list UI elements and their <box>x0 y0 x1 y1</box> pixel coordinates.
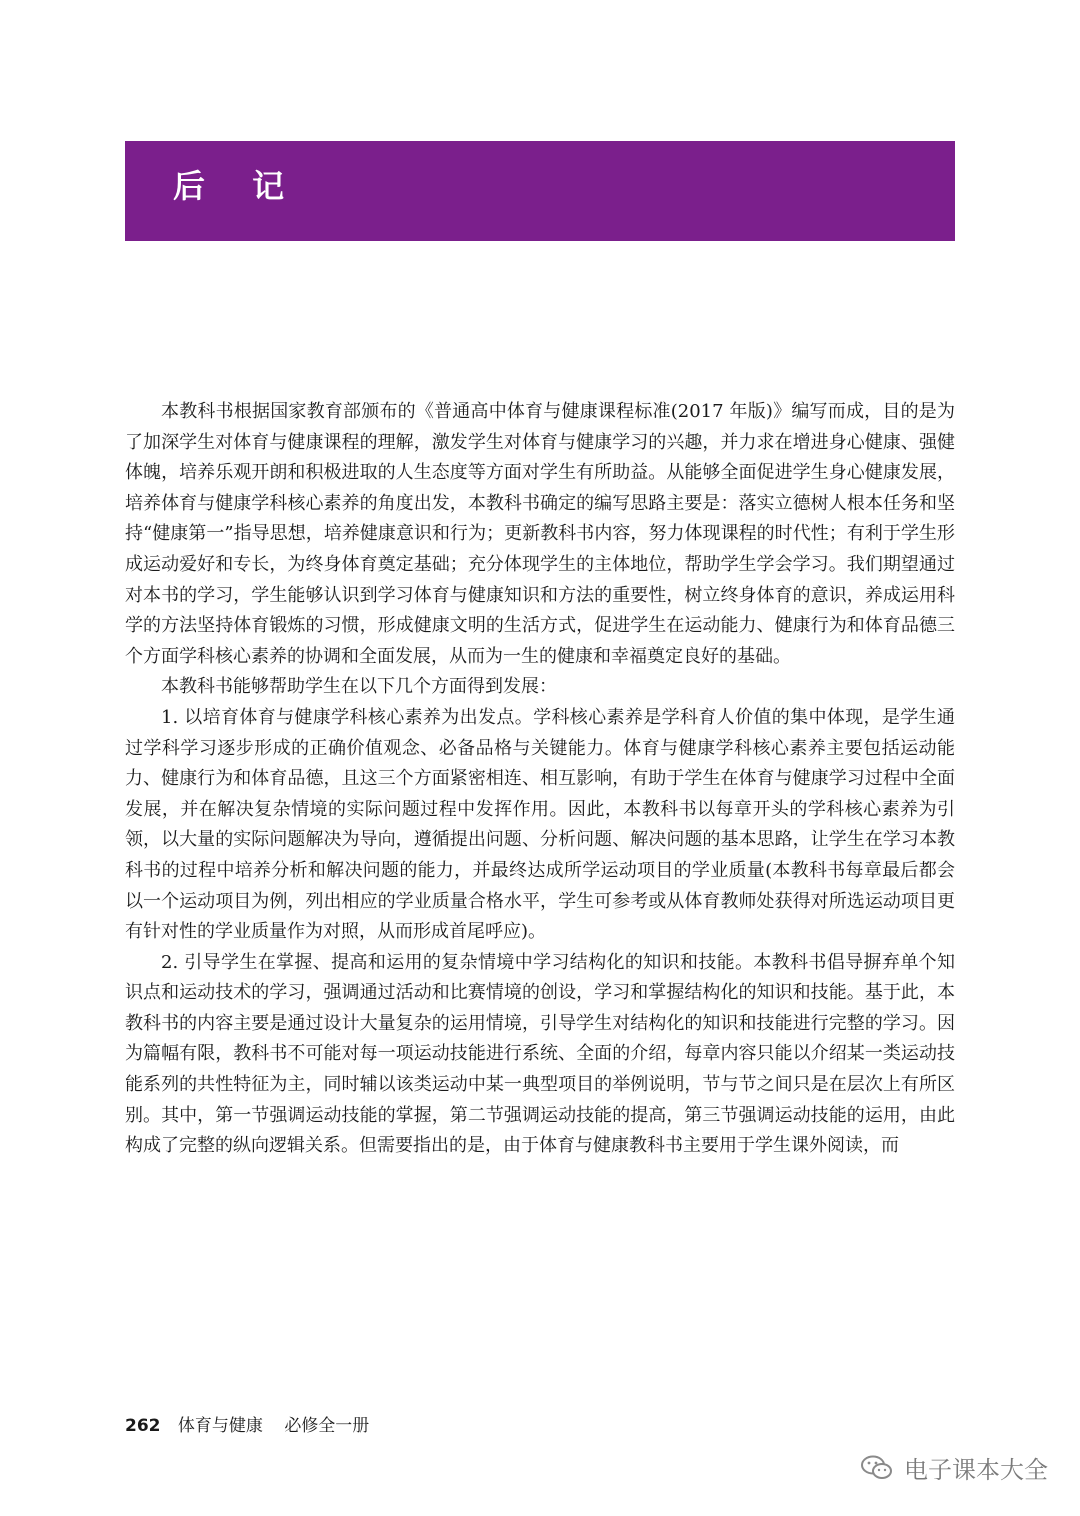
page-footer <box>125 1411 369 1436</box>
page-number: 262 <box>125 1416 161 1436</box>
body-text <box>125 397 955 1162</box>
paragraph-point-2: 2. 引导学生在掌握、提高和运用的复杂情境中学习结构化的知识和技能。本教科书倡导摒弃单个知识点和运动技术的学习，强调通过活动和比赛情境的创设，学习和掌握结构化的知识和技能。基于此，本教科书的内容主要是通过设计大量复杂的运用情境，引导学生对结构化的知识和技能进行完整的学习。因为篇幅有限，教科书不可能对每一项运动技能进行系统、全面的介绍，每章内容只能以介绍某一类运动技能系列的共性特征为主，同时辅以该类运动中某一典型项目的举例说明，节与节之间只是在层次上有所区别。其中，第一节强调运动技能的掌握，第二节强调运动技能的提高，第三节强调运动技能的运用，由此构成了完整的纵向逻辑关系。但需要指出的是，由于体育与健康教科书主要用于学生课外阅读，而 <box>125 951 955 1157</box>
volume-label: 必修全一册 <box>284 1416 370 1436</box>
book-title: 体育与健康 <box>177 1416 263 1436</box>
watermark <box>860 1450 1048 1485</box>
paragraph-point-1: 1. 以培育体育与健康学科核心素养为出发点。学科核心素养是学科育人价值的集中体现，是学生通过学科学习逐步形成的正确价值观念、必备品格与关键能力。体育与健康学科核心素养主要包括运动能力、健康行为和体育品德，且这三个方面紧密相连、相互影响，有助于学生在体育与健康学习过程中全面发展，并在解决复杂情境的实际问题过程中发挥作用。因此，本教科书以每章开头的学科核心素养为引领，以大量的实际问题解决为导向，遵循提出问题、分析问题、解决问题的基本思路，让学生在学习本教科书的过程中培养分析和解决问题的能力，并最终达成所学运动项目的学业质量(本教科书每章最后都会以一个运动项目为例，列出相应的学业质量合格水平，学生可参考或从体育教师处获得对所选运动项目更有针对性的学业质量作为对照，从而形成首尾呼应)。 <box>125 706 955 943</box>
wechat-icon <box>860 1454 894 1482</box>
page-title: 后 记 <box>173 167 303 205</box>
paragraph-lead-in: 本教科书能够帮助学生在以下几个方面得到发展： <box>161 676 557 698</box>
watermark-text: 电子课本大全 <box>904 1456 1048 1484</box>
paragraph-intro: 本教科书根据国家教育部颁布的《普通高中体育与健康课程标准(2017 年版)》编写而成，目的是为了加深学生对体育与健康课程的理解，激发学生对体育与健康学习的兴趣，并力求在增进身心健康、强健体魄，培养乐观开朗和积极进取的人生态度等方面对学生有所助益。从能够全面促进学生身心健康发展，培养体育与健康学科核心素养的角度出发，本教科书确定的编写思路主要是：落实立德树人根本任务和坚持“健康第一”指导思想，培养健康意识和行为；更新教科书内容，努力体现课程的时代性；有利于学生形成运动爱好和专长，为终身体育奠定基础；充分体现学生的主体地位，帮助学生学会学习。我们期望通过对本书的学习，学生能够认识到学习体育与健康知识和方法的重要性，树立终身体育的意识，养成运用科学的方法坚持体育锻炼的习惯，形成健康文明的生活方式，促进学生在运动能力、健康行为和体育品德三个方面学科核心素养的协调和全面发展，从而为一生的健康和幸福奠定良好的基础。 <box>125 401 955 667</box>
chapter-title-band <box>125 141 955 241</box>
